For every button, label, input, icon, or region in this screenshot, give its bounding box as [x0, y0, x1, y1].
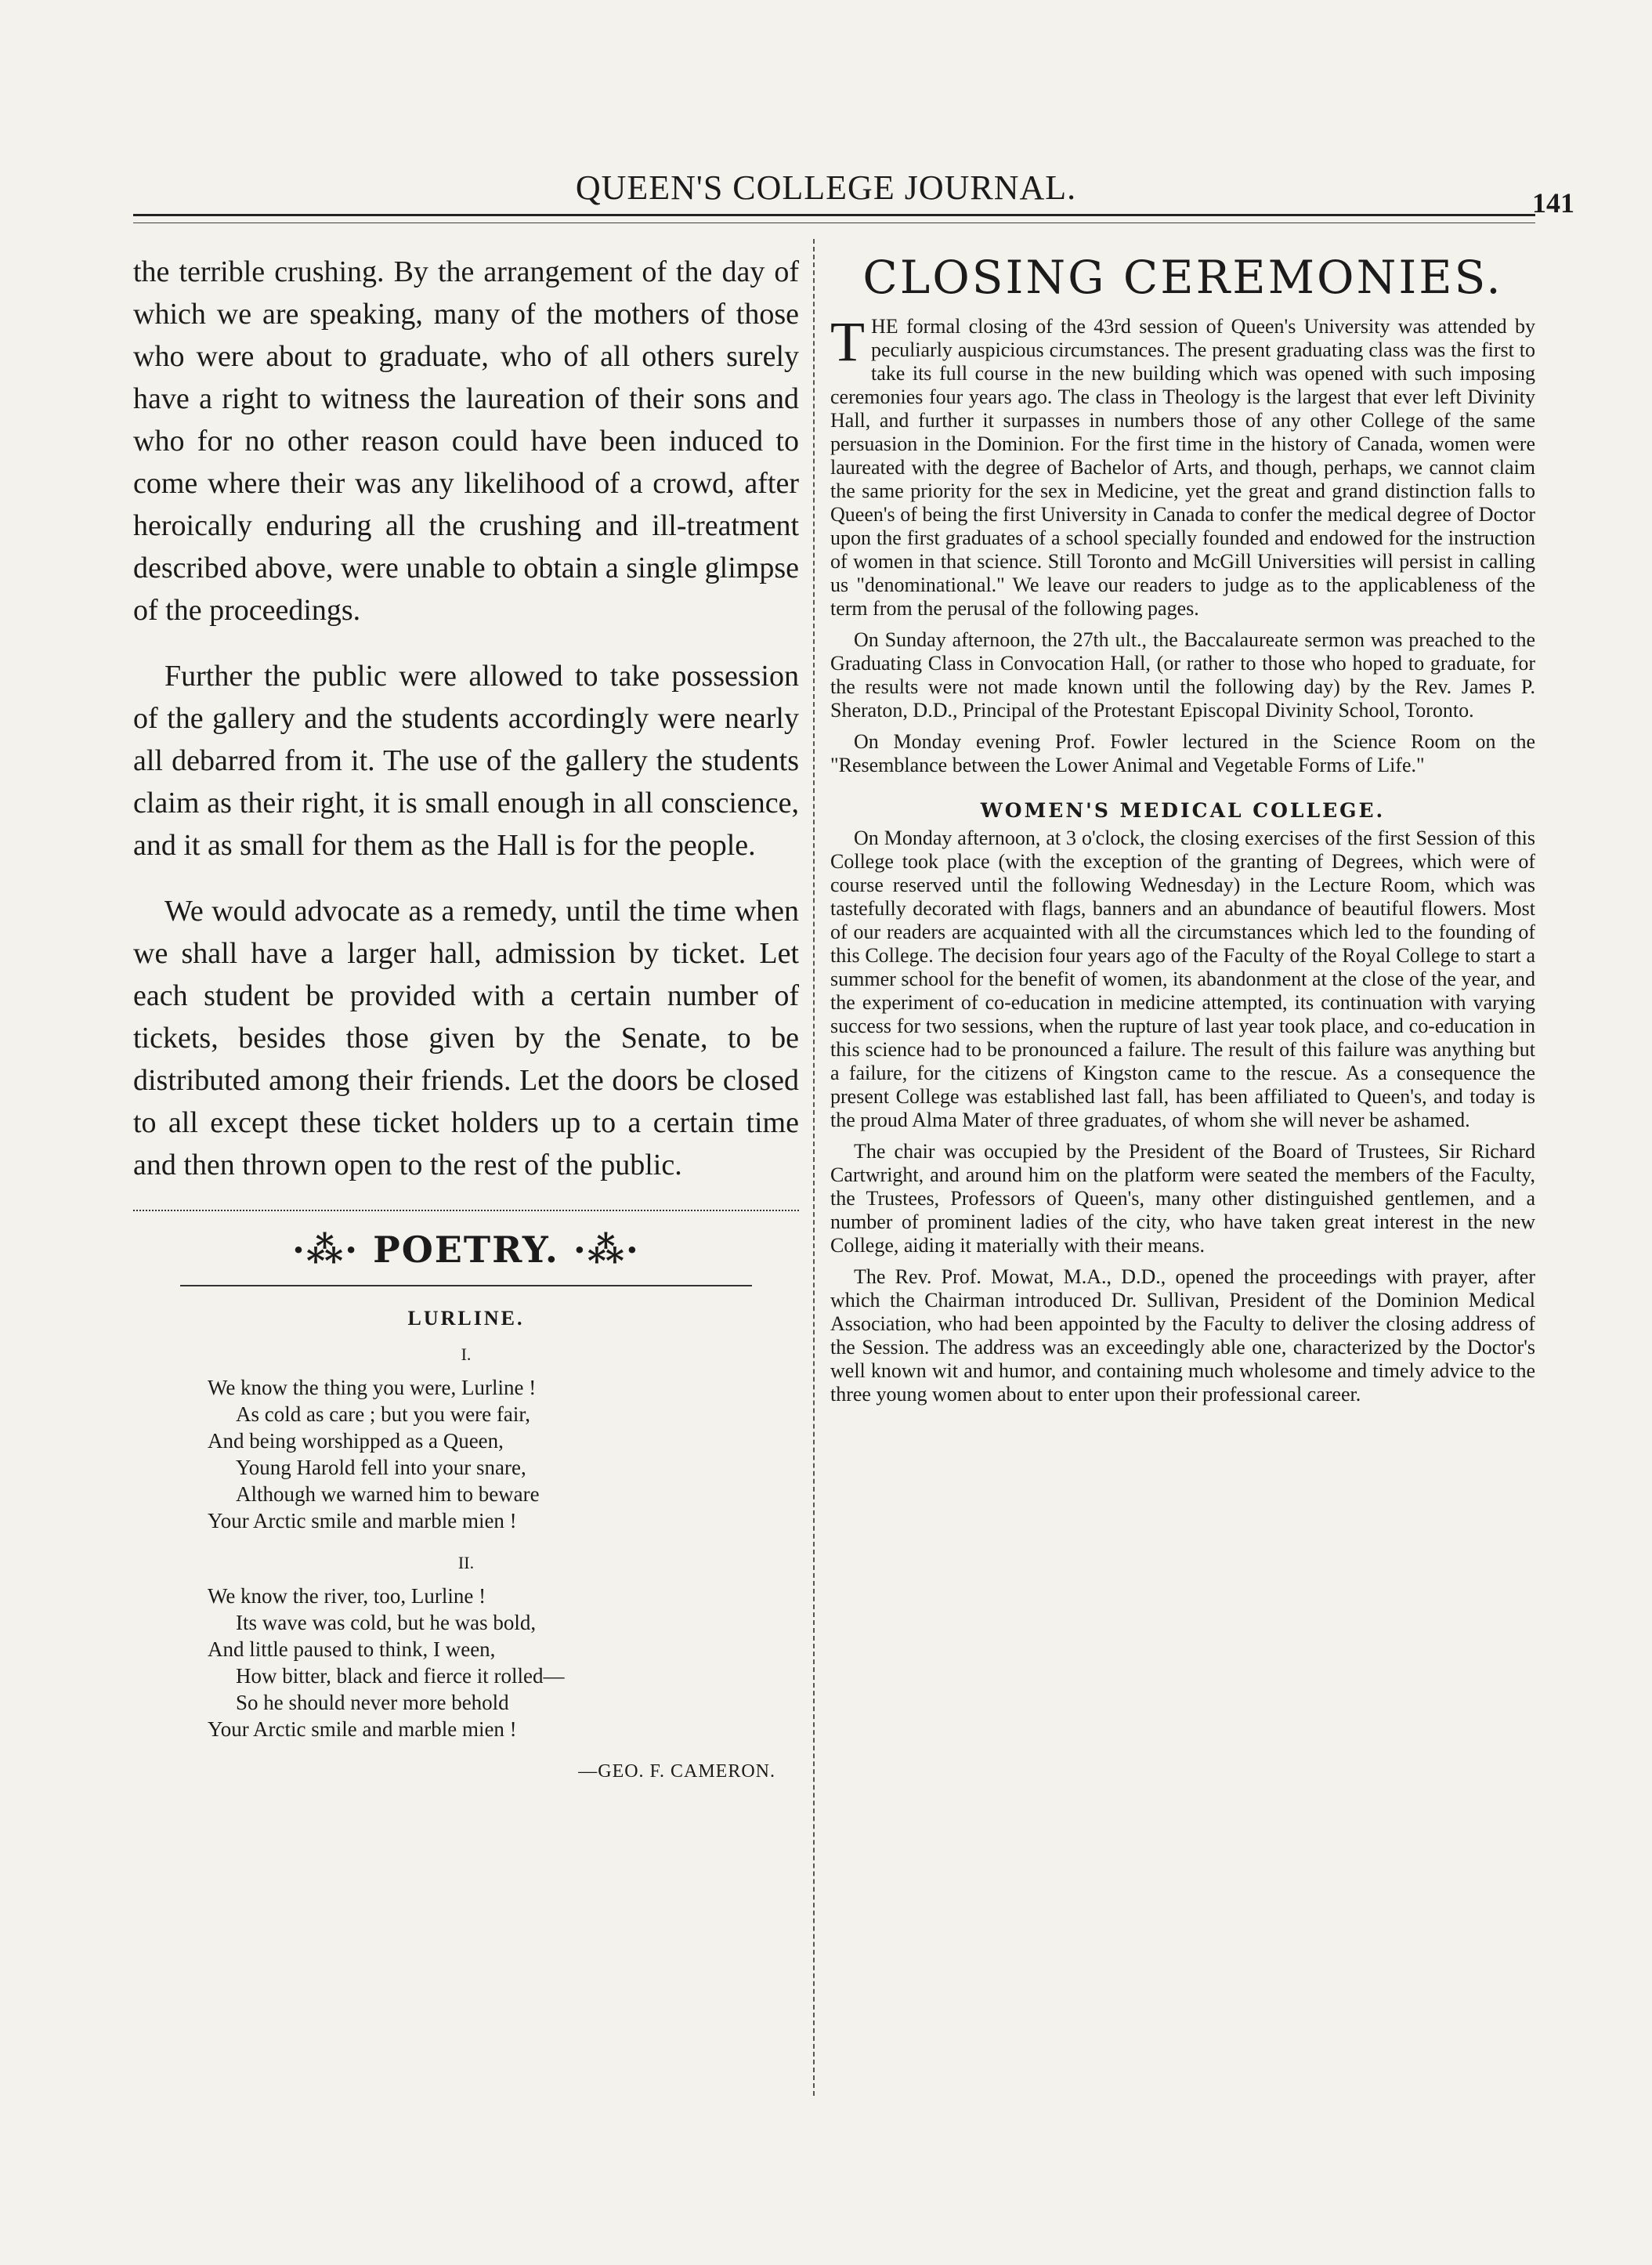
- poem-line: And little paused to think, I ween,: [208, 1637, 496, 1661]
- poem-line: Your Arctic smile and marble mien !: [208, 1509, 517, 1532]
- paragraph-intro: [830, 310, 1535, 621]
- poetry-heading-text: POETRY.: [373, 1228, 559, 1271]
- poetry-divider: [133, 1210, 799, 1211]
- paragraph-chair: The chair was occupied by the President of the Board of Trustees, Sir Richard Cartwright, and around him on the platform were seated the members of the Faculty, the Trustees, Professors of Queen's, many other distinguished gentlemen, and a number of prominent ladies of the city, who have taken great interest in the new College, aiding it materially with their means.: [830, 1140, 1535, 1257]
- poem-line: We know the thing you were, Lurline !: [208, 1376, 537, 1399]
- poem-line: Although we warned him to beware: [236, 1482, 540, 1506]
- poem-line: So he should never more behold: [236, 1691, 509, 1714]
- section-heading: WOMEN'S MEDICAL COLLEGE.: [980, 799, 1386, 822]
- poem-signature: —GEO. F. CAMERON.: [578, 1761, 775, 1782]
- ornament-right-icon: ·⁂·: [573, 1228, 640, 1271]
- poetry-heading: [133, 1228, 799, 1271]
- poem-line: Young Harold fell into your snare,: [236, 1456, 526, 1479]
- page-number: 141: [1532, 187, 1574, 219]
- poem-line: We know the river, too, Lurline !: [208, 1584, 486, 1608]
- journal-title: QUEEN'S COLLEGE JOURNAL.: [575, 168, 1077, 207]
- right-column: [830, 251, 1535, 1414]
- paragraph-lecture: On Monday evening Prof. Fowler lectured in the Science Room on the "Resemblance between the Lower Animal and Vegetable Forms of Life.": [830, 730, 1535, 776]
- stanza-numeral: II.: [457, 1553, 475, 1572]
- paragraph-sermon: On Sunday afternoon, the 27th ult., the Baccalaureate sermon was preached to the Graduating Class in Convocation Hall, (or rather to those who hoped to graduate, for the results were not made known until the following day) by the Rev. James P. Sheraton, D.D., Principal of the Protestant Episcopal Divinity School, Toronto.: [830, 628, 1535, 722]
- poem-line: How bitter, black and fierce it rolled—: [236, 1664, 565, 1688]
- paragraph-intro-text: HE formal closing of the 43rd session of Queen's University was attended by peculiarly auspicious circumstances. The present graduating class was the first to take its full course in the new building which was opened with such imposing ceremonies four years ago. The class in Theology is the largest that ever left Divinity Hall, and further it surpasses in numbers those of any other College of the same persuasion in the Dominion. For the first time in the history of Canada, women were laureated with the degree of Bachelor of Arts, and though, perhaps, we cannot claim the same priority for the sex in Medicine, yet the great and grand distinction falls to Queen's of being the first University in Canada to confer the medical degree of Doctor upon the first graduates of a school specially founded and endowed for the instruction of women in that science. Still Toronto and McGill Universities will persist in calling us "denominational." We leave our readers to judge as to the applicableness of the term from the perusal of the following pages.: [830, 315, 1535, 620]
- poem-line: As cold as care ; but you were fair,: [236, 1402, 531, 1426]
- paragraph-address: The Rev. Prof. Mowat, M.A., D.D., opened the proceedings with prayer, after which the Chairman introduced Dr. Sullivan, President of the Dominion Medical Association, who had been appointed by the Faculty to deliver the closing address of the Session. The address was an exceedingly able one, characterized by the Doctor's well known wit and humor, and containing much wholesome and timely advice to the three young women about to enter upon their professional career.: [830, 1265, 1535, 1406]
- poetry-rule: [180, 1285, 752, 1286]
- ornament-left-icon: ·⁂·: [292, 1228, 360, 1271]
- stanza-2: [133, 1583, 799, 1742]
- poem-line: Its wave was cold, but he was bold,: [236, 1611, 537, 1634]
- left-column: [133, 251, 799, 1782]
- column-divider: [813, 239, 815, 2096]
- paragraph-remedy: We would advocate as a remedy, until the time when we shall have a larger hall, admission by ticket. Let each student be provided with a certain number of tickets, besides those given by the Senate, to be distributed among their friends. Let the doors be closed to all except these ticket holders up to a certain time and then thrown open to the rest of the public.: [133, 895, 799, 1181]
- poem-line: Your Arctic smile and marble mien !: [208, 1717, 517, 1741]
- poem-title: LURLINE.: [407, 1307, 525, 1330]
- paragraph-gallery: Further the public were allowed to take possession of the gallery and the students accordingly were nearly all debarred from it. The use of the gallery the students claim as their right, it is small enough in all conscience, and it as small for them as the Hall is for the people.: [133, 660, 799, 862]
- article-title: CLOSING CEREMONIES.: [862, 251, 1503, 304]
- paragraph-crushing: the terrible crushing. By the arrangement of the day of which we are speaking, many of the mothers of those who were about to graduate, who of all others surely have a right to witness the laureation of their sons and who for no other reason could have been induced to come where their was any likelihood of a crowd, after heroically enduring all the crushing and ill-treatment described above, were unable to obtain a single glimpse of the proceedings.: [133, 255, 799, 627]
- header-rule: [133, 214, 1535, 216]
- paragraph-closing-exercises: On Monday afternoon, at 3 o'clock, the closing exercises of the first Session of this College took place (with the exception of the granting of Degrees, which were of course reserved until the following Wednesday) in the Lecture Room, which was tastefully decorated with flags, banners and an abundance of beautiful flowers. Most of our readers are acquainted with all the circumstances which led to the founding of this College. The decision four years ago of the Faculty of the Royal College to start a summer school for the benefit of women, its abandonment at the close of the year, and the experiment of co-education in medicine attempted, its continuation with varying success for two sessions, when the rupture of last year took place, and co-education in this science had to be pronounced a failure. The result of this failure was anything but a failure, for the citizens of Kingston came to the rescue. As a consequence the present College was established last fall, has been affiliated to Queen's, and today is the proud Alma Mater of three graduates, of whom she will never be ashamed.: [830, 827, 1535, 1131]
- dropcap: T: [830, 310, 865, 373]
- poem-line: And being worshipped as a Queen,: [208, 1429, 504, 1453]
- stanza-1: [133, 1374, 799, 1534]
- stanza-numeral: I.: [461, 1344, 472, 1364]
